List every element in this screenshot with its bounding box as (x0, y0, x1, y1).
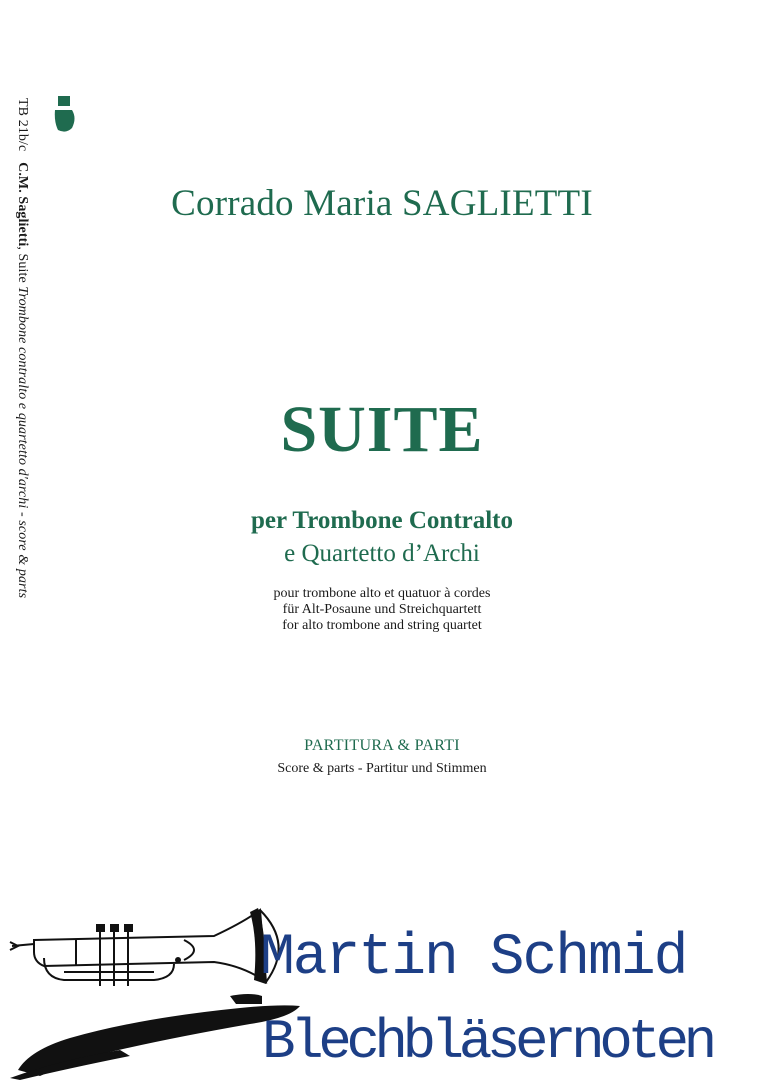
subtitle (0, 504, 764, 570)
edition-sublabel: Score & parts - Partitur und Stimmen (277, 761, 487, 776)
spine-text: TB 21b/c C.M. Saglietti, Suite Trombone contralto e quartetto d'archi - score & parts (15, 98, 30, 599)
spine-code: TB 21b/c (15, 98, 30, 152)
subtitle-line-2: e Quartetto d’Archi (284, 540, 480, 567)
spine-work: Suite (15, 253, 30, 283)
trumpet-icon (4, 900, 304, 1010)
translation-german: für Alt-Posaune und Streichquartett (282, 602, 482, 617)
publisher-logo-icon (52, 96, 78, 134)
publisher-name-line-1: Martin Schmid (260, 926, 687, 991)
composer-name: Corrado Maria SAGLIETTI (171, 183, 593, 224)
work-title: SUITE (280, 393, 484, 466)
spine-composer: C.M. Saglietti (15, 162, 30, 247)
spine-description: Trombone contralto e quartetto d'archi - score & parts (15, 286, 30, 599)
edition-label: PARTITURA & PARTI (304, 737, 460, 754)
publisher-banner (0, 900, 764, 1080)
translation-french: pour trombone alto et quatuor à cordes (273, 586, 491, 601)
translation-english: for alto trombone and string quartet (282, 618, 482, 633)
subtitle-line-1: per Trombone Contralto (250, 507, 514, 534)
translations (0, 586, 764, 634)
publisher-name-line-2: Blechbläsernoten (262, 1010, 712, 1074)
